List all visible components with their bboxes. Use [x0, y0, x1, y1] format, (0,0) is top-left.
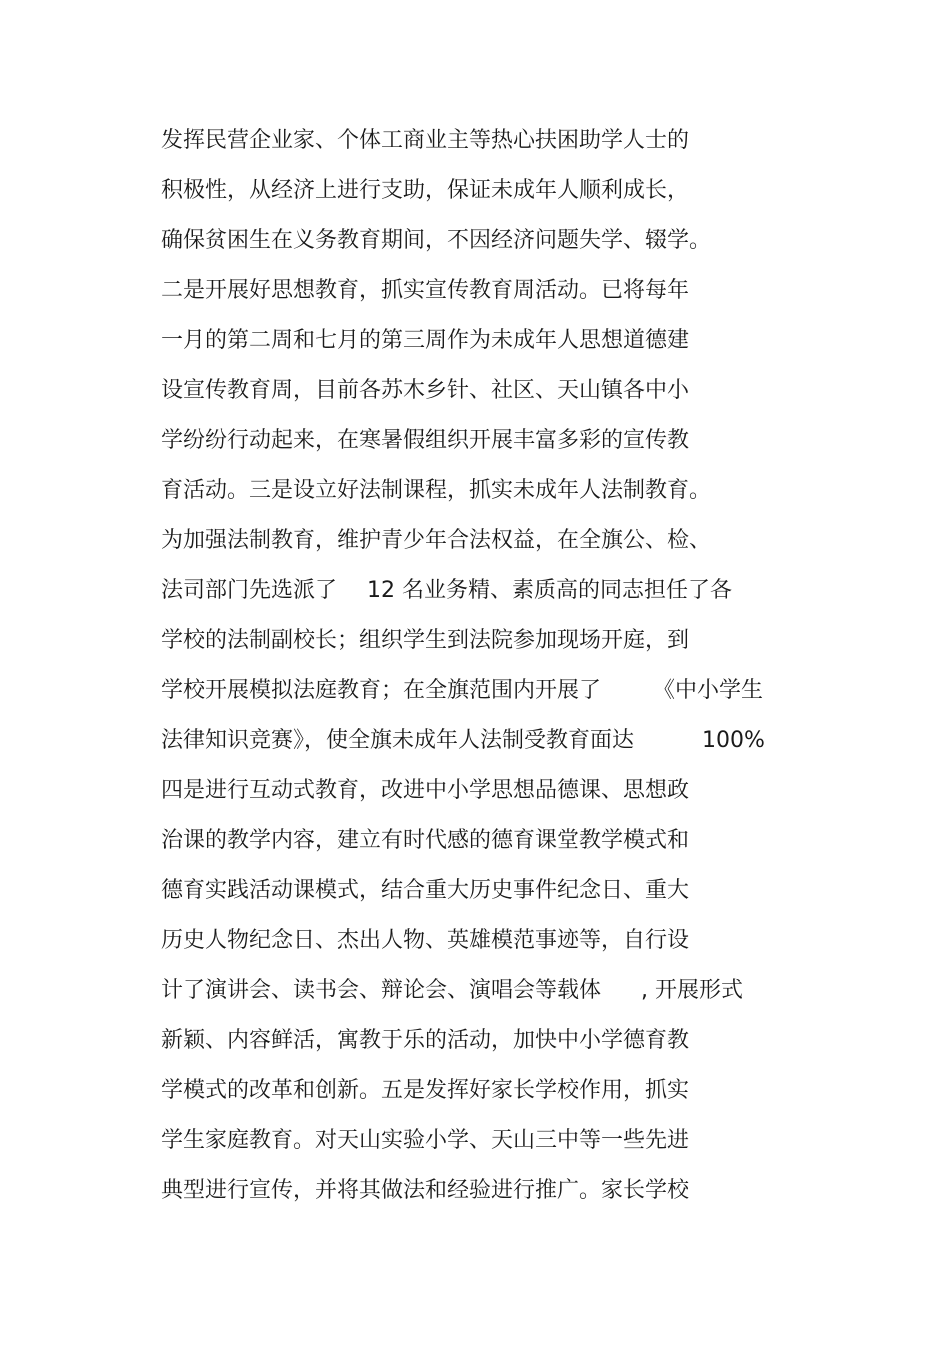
text-line-6: 设宣传教育周，目前各苏木乡针、社区、天山镇各中小	[161, 378, 690, 403]
text-line-16: 德育实践活动课模式，结合重大历史事件纪念日、重大	[161, 878, 690, 903]
text-line-13	[161, 724, 765, 758]
text-line-1: 发挥民营企业家、个体工商业主等热心扶困助学人士的	[161, 128, 690, 153]
text-line-18	[161, 974, 743, 1008]
text-line-3: 确保贫困生在义务教育期间，不因经济问题失学、辍学。	[161, 228, 712, 253]
text-line-10-part-b: 12 名业务精、素质高的同志担任了各	[367, 578, 733, 603]
text-line-19: 新颖、内容鲜活，寓教于乐的活动，加快中小学德育教	[161, 1028, 690, 1053]
text-line-10-part-a: 法司部门先选派了	[161, 578, 338, 603]
text-line-2: 积极性，从经济上进行支助，保证未成年人顺利成长，	[161, 178, 690, 203]
text-line-20: 学模式的改革和创新。五是发挥好家长学校作用，抓实	[161, 1078, 690, 1103]
text-line-13-part-b: 100%	[702, 728, 765, 753]
text-line-9: 为加强法制教育，维护青少年合法权益，在全旗公、检、	[161, 528, 712, 553]
text-line-8: 育活动。三是设立好法制课程，抓实未成年人法制教育。	[161, 478, 712, 503]
text-line-13-part-a: 法律知识竞赛》，使全旗未成年人法制受教育面达	[161, 728, 635, 753]
text-line-18-part-a: 计了演讲会、读书会、辩论会、演唱会等载体	[161, 978, 602, 1003]
text-line-12	[161, 674, 763, 708]
text-line-17: 历史人物纪念日、杰出人物、英雄模范事迹等，自行设	[161, 928, 690, 953]
text-line-4: 二是开展好思想教育，抓实宣传教育周活动。已将每年	[161, 278, 690, 303]
text-line-18-part-b: , 开展形式	[641, 978, 744, 1003]
text-line-10	[161, 574, 732, 608]
text-line-12-part-b: 《中小学生	[653, 678, 764, 703]
text-line-12-part-a: 学校开展模拟法庭教育；在全旗范围内开展了	[161, 678, 602, 703]
text-line-22: 典型进行宣传，并将其做法和经验进行推广。家长学校	[161, 1178, 690, 1203]
text-line-7: 学纷纷行动起来，在寒暑假组织开展丰富多彩的宣传教	[161, 428, 690, 453]
text-line-5: 一月的第二周和七月的第三周作为未成年人思想道德建	[161, 328, 690, 353]
text-line-21: 学生家庭教育。对天山实验小学、天山三中等一些先进	[161, 1128, 690, 1153]
text-line-15: 治课的教学内容，建立有时代感的德育课堂教学模式和	[161, 828, 690, 853]
text-line-11: 学校的法制副校长；组织学生到法院参加现场开庭，到	[161, 628, 690, 653]
text-line-14: 四是进行互动式教育，改进中小学思想品德课、思想政	[161, 778, 690, 803]
